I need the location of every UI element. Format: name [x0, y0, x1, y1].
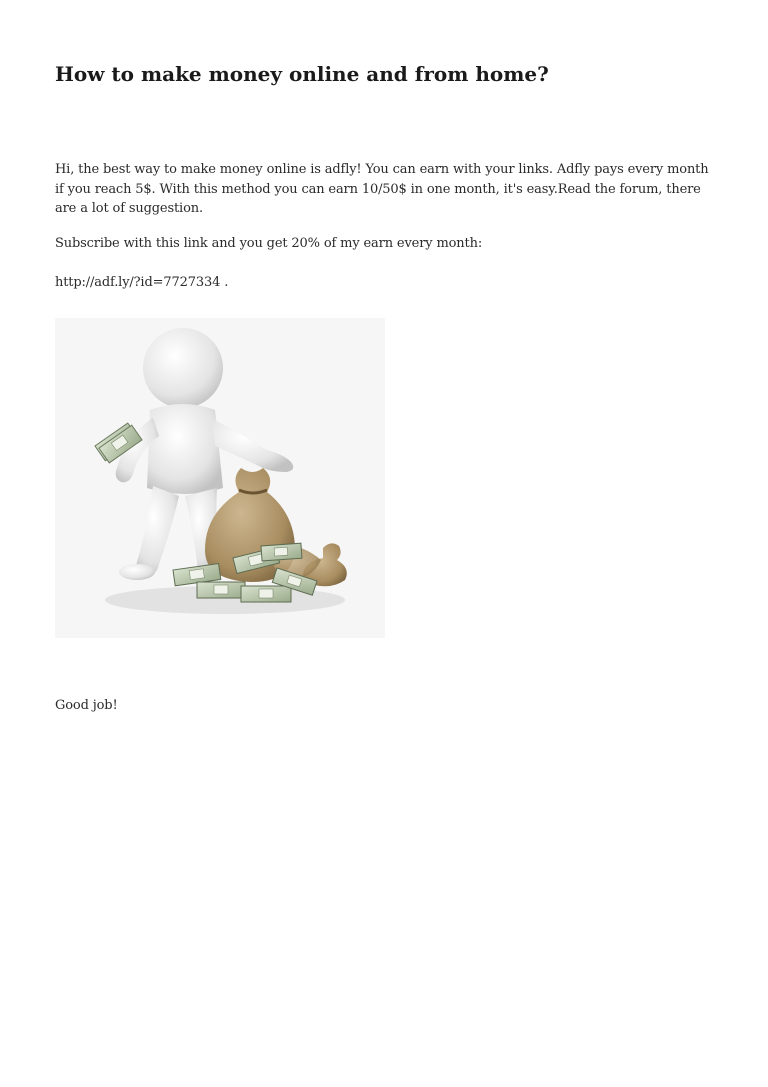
- page-title: How to make money online and from home?: [55, 62, 549, 86]
- subscribe-paragraph: Subscribe with this link and you get 20% of my earn every month:: [55, 236, 483, 251]
- intro-paragraph: Hi, the best way to make money online is adfly! You can earn with your links. Adfly pays every month if you reach 5$. With this method you can earn 10/50$ in one month, it's easy.Read the forum, there are a lot of suggestion.: [55, 162, 709, 216]
- closing-paragraph: Good job!: [55, 698, 118, 713]
- man-with-money-bags-illustration-icon: [55, 318, 385, 638]
- referral-link-text: http://adf.ly/?id=7727334 .: [55, 275, 229, 290]
- money-illustration: [55, 318, 385, 638]
